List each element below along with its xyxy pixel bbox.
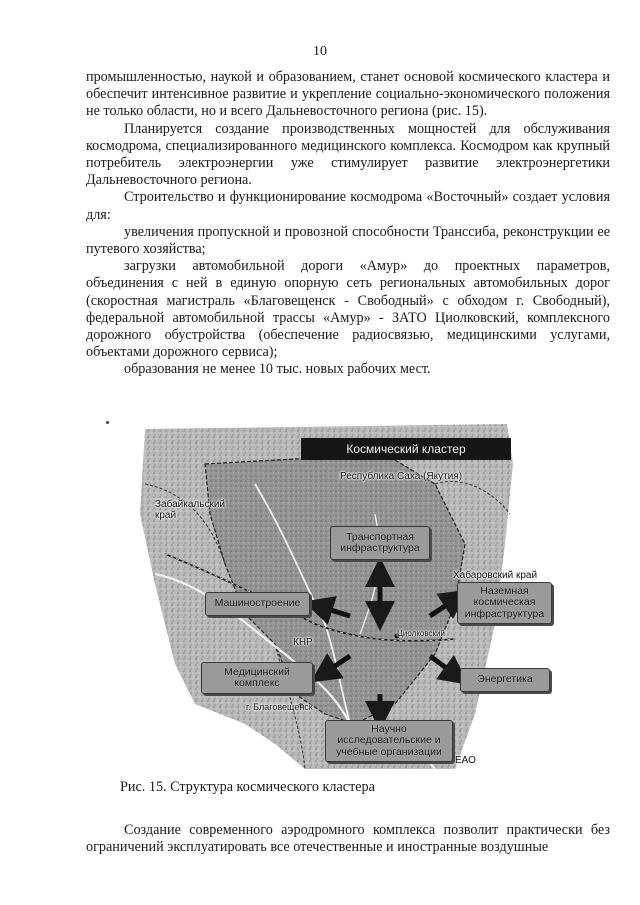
box-machine-building: Машиностроение <box>205 592 310 616</box>
box-energy: Энергетика <box>460 668 550 692</box>
label-zabaikalsky: Забайкальский край <box>155 499 225 521</box>
label-khabarovsk: Хабаровский край <box>453 570 538 581</box>
label-eao: ЕАО <box>455 755 476 766</box>
cluster-map-figure <box>135 424 545 769</box>
paragraph-6: образования не менее 10 тыс. новых рабочих мест. <box>124 361 431 378</box>
paragraph-3: Строительство и функционирование космодрома «Восточный» создает условия для: <box>86 189 610 223</box>
paragraph-1: промышленностью, наукой и образованием, станет основой космического кластера и обеспечит интенсивное развитие и укрепление социально-экономического положения не только области, но и всего Дальневосточного региона (рис. 15). <box>86 69 610 120</box>
box-transport-infrastructure: Транспортная инфраструктура <box>330 526 430 560</box>
box-ground-space-infrastructure: Наземная космическая инфраструктура <box>457 582 552 624</box>
label-blagoveshchensk: г. Благовещенск <box>246 702 313 712</box>
label-yakutia: Республика Саха (Якутия) <box>340 471 463 482</box>
label-tsiolkovsky: Циолковский <box>397 629 445 638</box>
paragraph-7: Создание современного аэродромного комплекса позволит практически без ограничений эксплуатировать все отечественные и иностранные воздушные <box>86 822 610 856</box>
figure-caption: Рис. 15. Структура космического кластера <box>120 779 375 795</box>
box-medical-complex: Медицинский комплекс <box>201 662 313 694</box>
page-number: 10 <box>313 44 327 59</box>
label-knr: КНР <box>293 637 313 648</box>
bottom-text <box>86 822 610 857</box>
paragraph-2: Планируется создание производственных мощностей для обслуживания космодрома, специализированного медицинского комплекса. Космодром как крупный потребитель электроэнергии уже стимулирует развитие электроэнергетики Дальневосточного региона. <box>86 120 610 189</box>
paragraph-4: увеличения пропускной и провозной способности Транссиба, реконструкции ее путевого хозяйства; <box>86 223 610 258</box>
box-research-organizations: Научно исследовательские и учебные организации <box>325 720 453 762</box>
paragraph-5: загрузки автомобильной дороги «Амур» до проектных параметров, объединения с ней в единую опорную сеть региональных автомобильных дорог (скоростная магистраль «Благовещенск - Свободный» с обходом г. Свободный), федеральной автомобильной трассы «Амур» - ЗАТО Циолковский, комплексного дорожного обустройства (обеспечение радиосвязью, медицинскими услугами, объектами дорожного сервиса); <box>86 258 610 361</box>
cluster-title: Космический кластер <box>301 438 511 460</box>
scan-speck <box>106 421 109 424</box>
body-text <box>86 69 610 379</box>
